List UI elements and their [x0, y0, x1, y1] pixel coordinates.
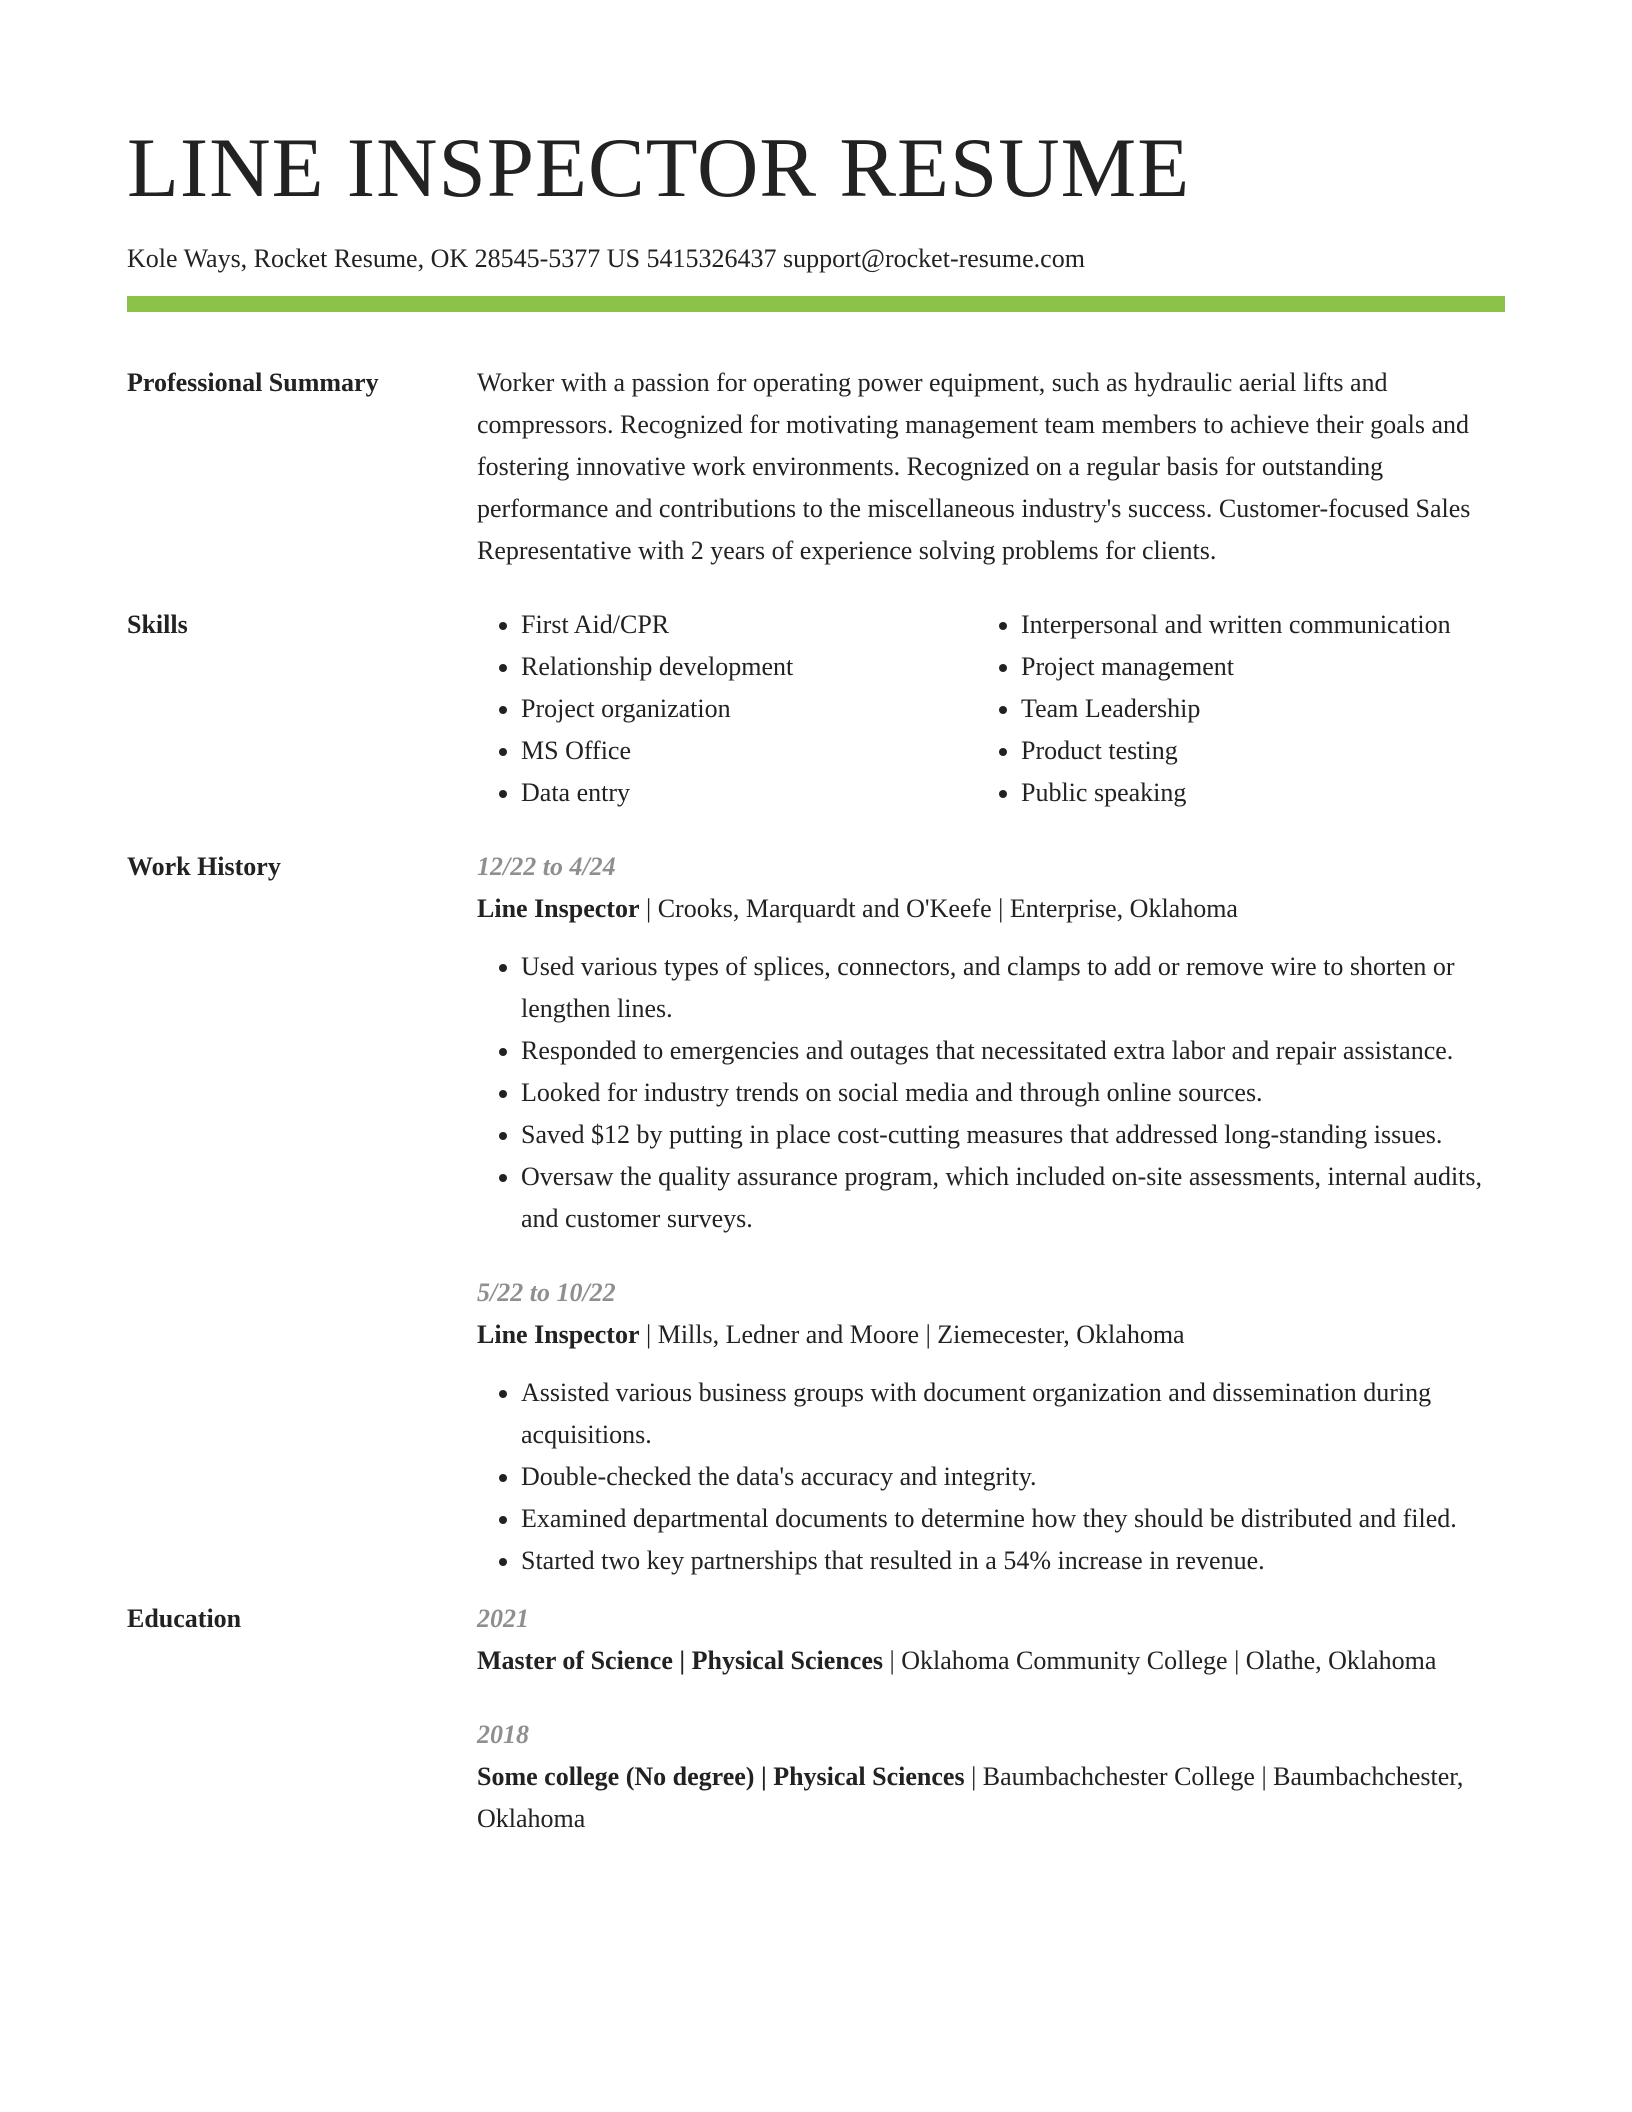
skill-item: • Product testing [1021, 730, 1505, 772]
job-heading [477, 1314, 1505, 1356]
degree-entry [477, 1598, 1505, 1682]
work-history-section [127, 846, 1505, 1582]
degree-school: | Baumbachchester College | Baumbachchester, Oklahoma [477, 1762, 1464, 1833]
job-bullet: • Double-checked the data's accuracy and integrity. [521, 1456, 1505, 1498]
job-bullet: • Examined departmental documents to determine how they should be distributed and filed. [521, 1498, 1505, 1540]
job-bullet: • Saved $12 by putting in place cost-cutting measures that addressed long-standing issues. [521, 1114, 1505, 1156]
job-employer: | Mills, Ledner and Moore | Ziemecester, Oklahoma [639, 1320, 1185, 1349]
skill-item: • Project management [1021, 646, 1505, 688]
job-bullet: • Responded to emergencies and outages that necessitated extra labor and repair assistance. [521, 1030, 1505, 1072]
skills-column-left [477, 604, 977, 814]
degree-title: Master of Science | Physical Sciences [477, 1646, 883, 1675]
degree-heading [477, 1756, 1505, 1840]
section-label: Professional Summary [127, 368, 379, 397]
job-entry [477, 1272, 1505, 1582]
degree-title: Some college (No degree) | Physical Sciences [477, 1762, 965, 1791]
job-bullet: • Used various types of splices, connectors, and clamps to add or remove wire to shorten or lengthen lines. [521, 946, 1505, 1030]
job-bullets [477, 946, 1505, 1240]
contact-line: Kole Ways, Rocket Resume, OK 28545-5377 US 5415326437 support@rocket-resume.com [127, 244, 1085, 273]
skill-item: • Data entry [521, 772, 977, 814]
skill-item: • Team Leadership [1021, 688, 1505, 730]
section-label: Work History [127, 852, 281, 881]
skill-item: • Public speaking [1021, 772, 1505, 814]
skill-item: • MS Office [521, 730, 977, 772]
skill-item: • Project organization [521, 688, 977, 730]
skill-item: • First Aid/CPR [521, 604, 977, 646]
education-section [127, 1598, 1505, 1840]
job-dates: 12/22 to 4/24 [477, 852, 616, 881]
degree-year: 2021 [477, 1604, 529, 1633]
degree-year: 2018 [477, 1720, 529, 1749]
job-bullets [477, 1372, 1505, 1582]
resume-title: LINE INSPECTOR RESUME [127, 121, 1191, 215]
skills-section [127, 604, 1505, 814]
degree-school: | Oklahoma Community College | Olathe, Oklahoma [882, 1646, 1437, 1675]
skills-column-right [977, 604, 1505, 814]
job-employer: | Crooks, Marquardt and O'Keefe | Enterprise, Oklahoma [639, 894, 1238, 923]
job-bullet: • Started two key partnerships that resulted in a 54% increase in revenue. [521, 1540, 1505, 1582]
job-title: Line Inspector [477, 1320, 640, 1349]
job-bullet: • Looked for industry trends on social media and through online sources. [521, 1072, 1505, 1114]
skill-item: • Interpersonal and written communication [1021, 604, 1505, 646]
job-bullet: • Oversaw the quality assurance program, which included on-site assessments, internal audits, and customer surveys. [521, 1156, 1505, 1240]
job-title: Line Inspector [477, 894, 640, 923]
section-label: Education [127, 1604, 242, 1633]
accent-divider [127, 296, 1505, 312]
job-bullet: • Assisted various business groups with document organization and dissemination during acquisitions. [521, 1372, 1505, 1456]
skill-item: • Relationship development [521, 646, 977, 688]
degree-entry [477, 1714, 1505, 1840]
job-heading [477, 888, 1505, 930]
section-label: Skills [127, 610, 188, 639]
job-entry [477, 846, 1505, 1240]
job-dates: 5/22 to 10/22 [477, 1278, 616, 1307]
degree-heading [477, 1640, 1505, 1682]
summary-text: Worker with a passion for operating power equipment, such as hydraulic aerial lifts and compressors. Recognized for motivating management team members to achieve their goals and fostering innovative work environments. Recognized on a regular basis for outstanding performance and contributions to the miscellaneous industry's success. Customer-focused Sales Representative with 2 years of experience solving problems for clients. [477, 368, 1471, 565]
summary-section [127, 362, 1505, 572]
skills-list [477, 604, 1505, 814]
